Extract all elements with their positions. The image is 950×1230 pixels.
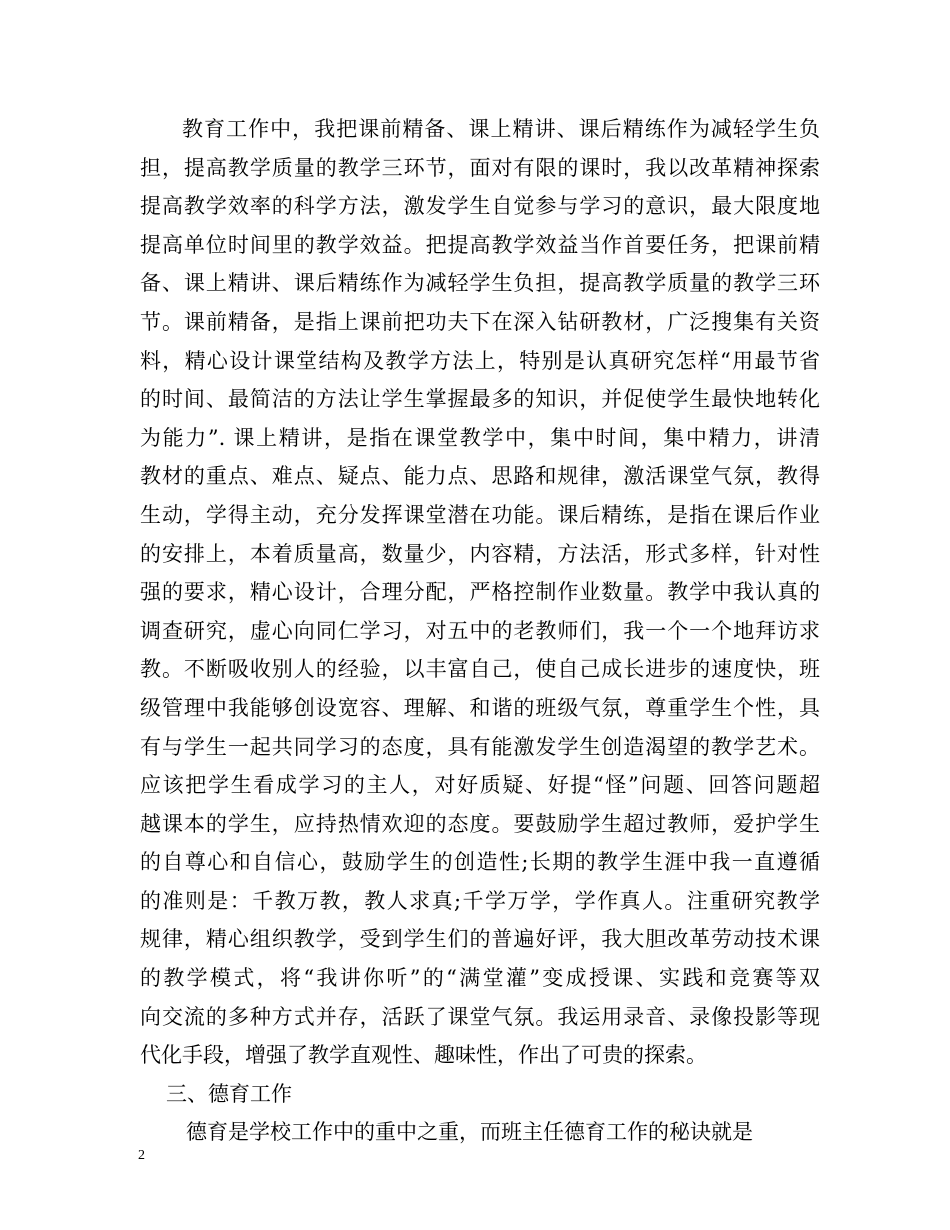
page-number: 2 (138, 1148, 145, 1163)
paragraph-line: 的安排上，本着质量高，数量少，内容精，方法活，形式多样，针对性 (140, 541, 820, 566)
paragraph-line: 代化手段，增强了教学直观性、趣味性，作出了可贵的探索。 (140, 1043, 707, 1068)
paragraph-line: 级管理中我能够创设宽容、理解、和谐的班级气氛，尊重学生个性，具 (140, 695, 820, 720)
paragraph-line: 生动，学得主动，充分发挥课堂潜在功能。课后精练，是指在课后作业 (140, 502, 820, 527)
paragraph-line: 的准则是：千教万教，教人求真;千学万学，学作真人。注重研究教学 (140, 888, 820, 913)
paragraph-line: 德育是学校工作中的重中之重，而班主任德育工作的秘诀就是 (186, 1120, 753, 1145)
paragraph-line: 调查研究，虚心向同仁学习，对五中的老教师们，我一个一个地拜访求 (140, 618, 820, 643)
paragraph-line: 教。不断吸收别人的经验，以丰富自己，使自己成长进步的速度快，班 (140, 657, 820, 682)
paragraph-line: 节。课前精备，是指上课前把功夫下在深入钻研教材，广泛搜集有关资 (140, 309, 820, 334)
paragraph-line: 备、课上精讲、课后精练作为减轻学生负担，提高教学质量的教学三环 (140, 271, 820, 296)
paragraph-line: 向交流的多种方式并存，活跃了课堂气氛。我运用录音、录像投影等现 (140, 1004, 820, 1029)
paragraph-line: 规律，精心组织教学，受到学生们的普遍好评，我大胆改革劳动技术课 (140, 927, 820, 952)
paragraph-line: 的自尊心和自信心，鼓励学生的创造性;长期的教学生涯中我一直遵循 (140, 850, 820, 875)
paragraph-line: 应该把学生看成学习的主人，对好质疑、好提“怪”问题、回答问题超 (140, 773, 820, 798)
paragraph-line: 料，精心设计课堂结构及教学方法上，特别是认真研究怎样“用最节省 (140, 348, 820, 373)
body-text (140, 110, 820, 1152)
paragraph-line: 的时间、最简洁的方法让学生掌握最多的知识，并促使学生最快地转化 (140, 387, 820, 412)
paragraph-line: 担，提高教学质量的教学三环节，面对有限的课时，我以改革精神探索 (140, 155, 820, 180)
paragraph-line: 提高教学效率的科学方法，激发学生自觉参与学习的意识，最大限度地 (140, 194, 820, 219)
paragraph-line: 越课本的学生，应持热情欢迎的态度。要鼓励学生超过教师，爱护学生 (140, 811, 820, 836)
paragraph-line: 的教学模式，将“我讲你听”的“满堂灌”变成授课、实践和竞赛等双 (140, 966, 820, 991)
paragraph-line: 教育工作中，我把课前精备、课上精讲、课后精练作为减轻学生负 (182, 117, 820, 141)
section-heading: 三、德育工作 (166, 1081, 292, 1106)
paragraph-line: 强的要求，精心设计，合理分配，严格控制作业数量。教学中我认真的 (140, 580, 820, 605)
paragraph-line: 为能力”. 课上精讲，是指在课堂教学中，集中时间，集中精力，讲清 (140, 425, 820, 450)
paragraph-line: 教材的重点、难点、疑点、能力点、思路和规律，激活课堂气氛，教得 (140, 464, 820, 489)
paragraph-line: 提高单位时间里的教学效益。把提高教学效益当作首要任务，把课前精 (140, 232, 820, 257)
paragraph-line: 有与学生一起共同学习的态度，具有能激发学生创造渴望的教学艺术。 (140, 734, 820, 759)
